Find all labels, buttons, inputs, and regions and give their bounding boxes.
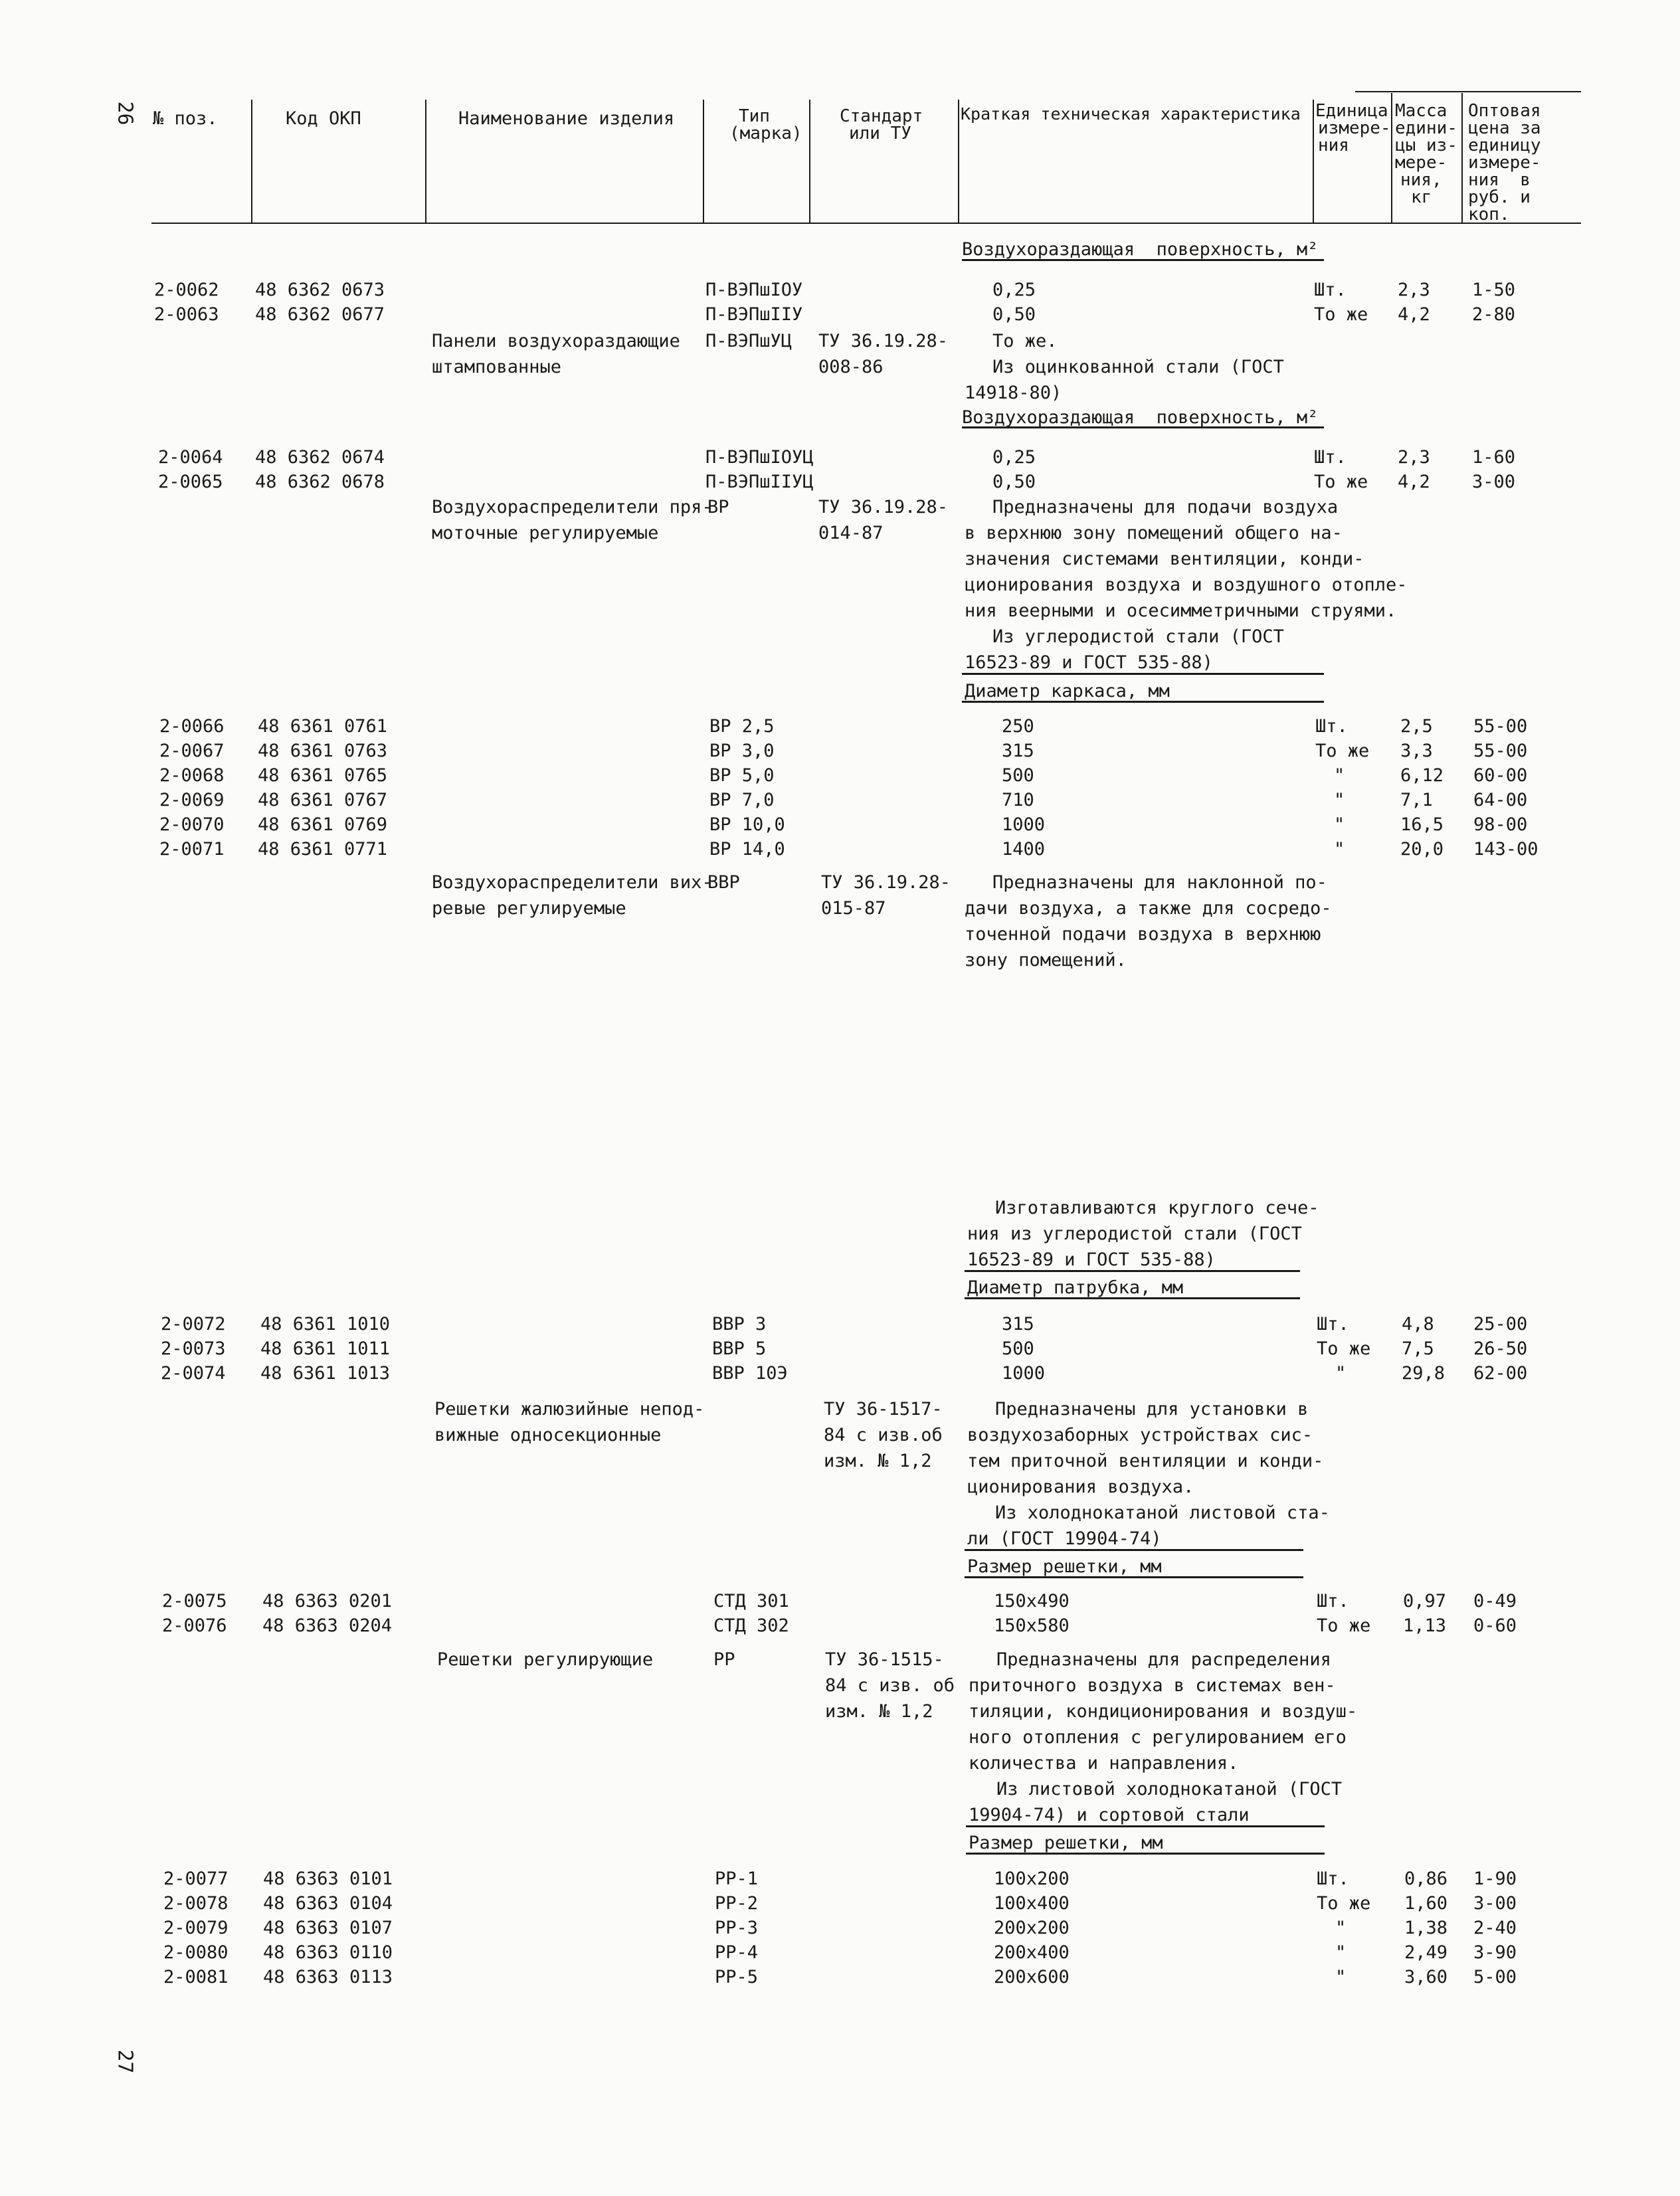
row-2-0079-mass: 1,38 [1404,1918,1448,1938]
row-2-0071-code: 48 6361 0771 [258,839,388,860]
header-type-2: (марка) [729,124,802,143]
section-3-heading-line [962,701,1324,703]
row-2-0071-mass: 20,0 [1400,839,1444,860]
row-2-0077-code: 48 6363 0101 [263,1869,393,1889]
header-price-7: коп. [1468,205,1510,225]
row-2-0064-pos: 2-0064 [158,447,223,468]
row-2-0076-unit: То же [1317,1615,1371,1636]
section-3-char-2: в верхнюю зону помещений общего на- [965,523,1343,543]
row-2-0080-code: 48 6363 0110 [263,1942,393,1963]
row-2-0077-price: 1-90 [1473,1869,1517,1889]
section-4-std-1: ТУ 36.19.28- [821,872,951,893]
row-2-0077-val: 100x200 [994,1869,1070,1889]
row-2-0081-type: РР-5 [715,1967,759,1987]
row-2-0073-unit: То же [1317,1338,1371,1359]
section-4b-char-line [965,1270,1300,1272]
row-2-0069-type: ВР 7,0 [709,790,775,810]
row-2-0081-val: 200x600 [994,1967,1070,1987]
section-5-char-line [965,1549,1303,1551]
header-mass-2: едини- [1395,118,1457,138]
row-2-0064-price: 1-60 [1472,447,1516,468]
row-2-0065-unit: То же [1314,472,1368,492]
header-top-line [1355,91,1581,92]
row-2-0077-pos: 2-0077 [163,1869,229,1889]
row-2-0071-pos: 2-0071 [159,839,225,860]
row-2-0076-type: СТД 302 [713,1615,789,1636]
row-2-0069-code: 48 6361 0767 [258,790,388,810]
row-2-0079-val: 200x200 [994,1918,1070,1938]
row-2-0071-price: 143-00 [1473,839,1539,860]
row-2-0071-unit: " [1334,839,1345,860]
row-2-0074-type: ВВР 10Э [712,1363,788,1384]
row-2-0067-type: ВР 3,0 [709,741,775,761]
header-std-2: или ТУ [849,124,911,143]
row-2-0077-type: РР-1 [715,1869,759,1889]
row-2-0079-type: РР-3 [715,1918,759,1938]
row-2-0062-code: 48 6362 0673 [255,280,385,300]
row-2-0073-pos: 2-0073 [161,1338,226,1359]
header-price-3: единицу [1468,136,1541,155]
row-2-0063-val: 0,50 [992,304,1036,325]
row-2-0076-val: 150x580 [994,1615,1070,1636]
row-2-0064-val: 0,25 [992,447,1036,468]
section-3-name-2: моточные регулируемые [432,523,659,543]
section-4-std-2: 015-87 [821,898,886,919]
row-2-0079-unit: " [1335,1918,1347,1938]
header-price-6: руб. и [1468,187,1531,207]
row-2-0080-mass: 2,49 [1404,1942,1448,1963]
row-2-0067-unit: То же [1315,741,1370,761]
row-2-0078-pos: 2-0078 [163,1893,229,1914]
col-divider-6 [1313,100,1314,223]
header-type-1: Тип [739,106,770,126]
row-2-0072-mass: 4,8 [1402,1314,1434,1334]
section-6-char-3: тиляции, кондиционирования и воздуш- [969,1701,1358,1722]
row-2-0066-pos: 2-0066 [159,716,225,737]
row-2-0073-type: ВВР 5 [712,1338,767,1359]
section-5-char-5: Из холоднокатаной листовой ста- [995,1503,1330,1523]
section-2-heading-line [962,426,1324,428]
row-2-0078-code: 48 6363 0104 [263,1893,393,1914]
row-2-0068-unit: " [1334,765,1345,786]
section-3-char-6: Из углеродистой стали (ГОСТ [992,626,1284,647]
row-2-0067-val: 315 [1002,741,1034,761]
section-6-char-6: Из листовой холоднокатаной (ГОСТ [996,1779,1343,1799]
header-std-1: Стандарт [840,106,923,126]
row-2-0075-val: 150x490 [994,1591,1070,1611]
section-3-char-5: ния веерными и осесимметричными струями. [965,600,1397,621]
section-6-char-2: приточного воздуха в системах вен- [969,1675,1336,1696]
section-4-name-2: ревые регулируемые [432,898,626,919]
header-price-2: цена за [1468,118,1541,138]
header-unit-3: ния [1318,136,1349,155]
row-2-0063-type: П-ВЭПшIIУ [705,304,803,325]
row-2-0070-code: 48 6361 0769 [258,814,388,835]
col-divider-1 [251,100,252,223]
section-5-std-2: 84 с изв.об [824,1425,943,1445]
section-6-char-4: ного отопления с регулированием его [969,1727,1347,1748]
section-2-name-2: штампованные [432,357,562,377]
header-mass-6: кг [1411,187,1432,207]
section-3-char-line [962,673,1324,675]
row-2-0071-type: ВР 14,0 [709,839,785,860]
section-6-char-7: 19904-74) и сортовой стали [969,1805,1250,1825]
section-5-char-2: воздухозаборных устройствах сис- [967,1425,1313,1445]
row-2-0076-pos: 2-0076 [162,1615,227,1636]
row-2-0068-type: ВР 5,0 [709,765,775,786]
section-3-char-3: значения системами вентиляции, конди- [965,549,1364,569]
section-3-std-2: 014-87 [818,523,884,543]
row-2-0078-type: РР-2 [715,1893,759,1914]
header-mass-1: Масса [1395,101,1447,121]
row-2-0066-type: ВР 2,5 [709,716,775,737]
row-2-0075-unit: Шт. [1317,1591,1349,1611]
row-2-0074-unit: " [1335,1363,1347,1384]
row-2-0063-price: 2-80 [1472,304,1516,325]
row-2-0064-type: П-ВЭПшIОУЦ [705,447,814,468]
row-2-0067-price: 55-00 [1473,741,1528,761]
row-2-0072-unit: Шт. [1317,1314,1349,1334]
row-2-0078-val: 100x400 [994,1893,1070,1914]
row-2-0073-price: 26-50 [1473,1338,1528,1359]
row-2-0064-mass: 2,3 [1398,447,1430,468]
row-2-0067-code: 48 6361 0763 [258,741,388,761]
section-6-char-line [966,1825,1325,1827]
row-2-0080-unit: " [1335,1942,1347,1963]
row-2-0062-type: П-ВЭПшIОУ [705,280,803,300]
section-4-name-1: Воздухораспределители вих- [432,872,713,893]
section-4b-char-3: 16523-89 и ГОСТ 535-88) [967,1249,1216,1270]
row-2-0065-price: 3-00 [1472,472,1516,492]
col-divider-3 [703,100,704,223]
row-2-0069-price: 64-00 [1473,790,1528,810]
row-2-0070-pos: 2-0070 [159,814,225,835]
row-2-0071-val: 1400 [1002,839,1046,860]
row-2-0066-unit: Шт. [1315,716,1348,737]
section-5-char-6: ли (ГОСТ 19904-74) [967,1528,1162,1549]
row-2-0067-pos: 2-0067 [159,741,225,761]
row-2-0078-mass: 1,60 [1404,1893,1448,1914]
section-2-type: П-ВЭПшУЦ [705,331,793,351]
row-2-0064-code: 48 6362 0674 [255,447,385,468]
row-2-0062-mass: 2,3 [1398,280,1430,300]
row-2-0080-type: РР-4 [715,1942,759,1963]
row-2-0077-mass: 0,86 [1404,1869,1448,1889]
row-2-0074-val: 1000 [1002,1363,1046,1384]
row-2-0070-val: 1000 [1002,814,1046,835]
row-2-0074-pos: 2-0074 [161,1363,226,1384]
section-6-name: Решетки регулирующие [437,1649,654,1670]
header-char: Краткая техническая характеристика [961,104,1301,124]
section-3-type: ВР [707,497,729,517]
section-4-heading: Диаметр патрубка, мм [967,1277,1184,1298]
col-divider-4 [809,100,810,223]
section-2-char-2: Из оцинкованной стали (ГОСТ [992,357,1284,377]
row-2-0070-unit: " [1334,814,1345,835]
section-6-std-1: ТУ 36-1515- [825,1649,944,1670]
header-code: Код ОКП [286,108,361,129]
row-2-0066-mass: 2,5 [1400,716,1433,737]
row-2-0074-mass: 29,8 [1402,1363,1446,1384]
row-2-0066-code: 48 6361 0761 [258,716,388,737]
header-unit-1: Единица [1315,101,1388,121]
header-name: Наименование изделия [458,108,675,129]
section-6-std-3: изм. № 1,2 [825,1701,933,1722]
row-2-0081-pos: 2-0081 [163,1967,229,1987]
header-mass-3: цы из- [1395,136,1457,155]
section-5-name-2: вижные односекционные [434,1425,662,1445]
row-2-0080-val: 200x400 [994,1942,1070,1963]
row-2-0076-mass: 1,13 [1403,1615,1447,1636]
section-4b-char-2: ния из углеродистой стали (ГОСТ [967,1224,1302,1244]
section-1-heading: Воздухораздающая поверхность, м² [962,239,1319,260]
section-5-name-1: Решетки жалюзийные непод- [434,1399,705,1419]
row-2-0075-price: 0-49 [1473,1591,1517,1611]
row-2-0070-type: ВР 10,0 [709,814,785,835]
section-4-heading-line [965,1297,1300,1299]
row-2-0079-price: 2-40 [1473,1918,1517,1938]
row-2-0067-mass: 3,3 [1400,741,1433,761]
row-2-0068-price: 60-00 [1473,765,1528,786]
row-2-0074-code: 48 6361 1013 [260,1363,391,1384]
row-2-0076-price: 0-60 [1473,1615,1517,1636]
section-6-heading: Размер решетки, мм [969,1833,1163,1853]
section-2-char-1: То же. [992,331,1058,351]
section-6-type: РР [713,1649,735,1670]
section-2-heading: Воздухораздающая поверхность, м² [962,407,1319,428]
row-2-0068-mass: 6,12 [1400,765,1444,786]
section-3-heading: Диаметр каркаса, мм [965,681,1170,701]
row-2-0066-val: 250 [1002,716,1034,737]
row-2-0063-code: 48 6362 0677 [255,304,385,325]
section-4-type: ВВР [707,872,740,893]
row-2-0072-type: ВВР 3 [712,1314,767,1334]
section-2-char-3: 14918-80) [965,383,1062,403]
row-2-0075-type: СТД 301 [713,1591,789,1611]
page-number-top: 26 [113,101,137,126]
header-mass-5: ния, [1400,170,1442,190]
section-1-heading-line [962,259,1324,261]
row-2-0072-code: 48 6361 1010 [260,1314,391,1334]
row-2-0062-price: 1-50 [1472,280,1516,300]
row-2-0075-mass: 0,97 [1403,1591,1447,1611]
row-2-0075-pos: 2-0075 [162,1591,227,1611]
row-2-0062-pos: 2-0062 [154,280,219,300]
row-2-0063-pos: 2-0063 [154,304,219,325]
row-2-0066-price: 55-00 [1473,716,1528,737]
header-mass-4: мере- [1395,153,1447,173]
row-2-0065-type: П-ВЭПшIIУЦ [705,472,814,492]
row-2-0081-code: 48 6363 0113 [263,1967,393,1987]
row-2-0074-price: 62-00 [1473,1363,1528,1384]
row-2-0073-mass: 7,5 [1402,1338,1434,1359]
row-2-0069-pos: 2-0069 [159,790,225,810]
row-2-0081-unit: " [1335,1967,1347,1987]
row-2-0076-code: 48 6363 0204 [262,1615,393,1636]
row-2-0065-mass: 4,2 [1398,472,1430,492]
row-2-0065-code: 48 6362 0678 [255,472,385,492]
row-2-0069-mass: 7,1 [1400,790,1433,810]
row-2-0073-code: 48 6361 1011 [260,1338,391,1359]
row-2-0069-val: 710 [1002,790,1034,810]
row-2-0062-unit: Шт. [1314,280,1347,300]
col-divider-7 [1391,93,1392,223]
section-3-char-7: 16523-89 и ГОСТ 535-88) [965,652,1213,673]
row-2-0080-price: 3-90 [1473,1942,1517,1963]
row-2-0081-mass: 3,60 [1404,1967,1448,1987]
section-4b-char-1: Изготавливаются круглого сече- [995,1198,1319,1218]
section-4-char-4: зону помещений. [965,950,1127,970]
header-price-4: измере- [1468,153,1541,173]
section-5-heading-line [965,1576,1303,1578]
row-2-0065-val: 0,50 [992,472,1036,492]
section-3-std-1: ТУ 36.19.28- [818,497,949,517]
header-price-1: Оптовая [1468,101,1541,121]
section-2-std-2: 008-86 [818,357,884,377]
row-2-0081-price: 5-00 [1473,1967,1517,1987]
row-2-0063-unit: То же [1314,304,1368,325]
row-2-0068-pos: 2-0068 [159,765,225,786]
section-6-char-1: Предназначены для распределения [996,1649,1331,1670]
row-2-0068-code: 48 6361 0765 [258,765,388,786]
row-2-0080-pos: 2-0080 [163,1942,229,1963]
section-5-char-1: Предназначены для установки в [995,1399,1309,1419]
section-4-char-2: дачи воздуха, а также для сосредо- [965,898,1332,919]
header-price-5: ния в [1468,170,1531,190]
section-6-std-2: 84 с изв. об [825,1675,955,1696]
row-2-0070-price: 98-00 [1473,814,1528,835]
section-4-char-3: точенной подачи воздуха в верхнюю [965,924,1321,945]
header-pos: № поз. [153,108,218,129]
row-2-0064-unit: Шт. [1314,447,1347,468]
row-2-0062-val: 0,25 [992,280,1036,300]
row-2-0078-price: 3-00 [1473,1893,1517,1914]
section-5-std-3: изм. № 1,2 [824,1451,932,1471]
section-6-char-5: количества и направления. [969,1753,1239,1774]
col-divider-5 [958,100,959,223]
section-3-char-4: ционирования воздуха и воздушного отопле- [965,575,1408,595]
header-unit-2: измере- [1318,118,1391,138]
col-divider-8 [1461,93,1463,223]
row-2-0078-unit: То же [1317,1893,1371,1914]
row-2-0063-mass: 4,2 [1398,304,1430,325]
header-bottom-line [151,223,1581,224]
row-2-0077-unit: Шт. [1317,1869,1349,1889]
section-6-heading-line [966,1853,1325,1855]
row-2-0068-val: 500 [1002,765,1034,786]
row-2-0079-pos: 2-0079 [163,1918,229,1938]
section-2-std-1: ТУ 36.19.28- [818,331,949,351]
row-2-0079-code: 48 6363 0107 [263,1918,393,1938]
row-2-0072-pos: 2-0072 [161,1314,226,1334]
section-3-name-1: Воздухораспределители пря- [432,497,713,517]
section-5-heading: Размер решетки, мм [967,1556,1162,1577]
row-2-0072-val: 315 [1002,1314,1034,1334]
row-2-0073-val: 500 [1002,1338,1034,1359]
page-number-bottom: 27 [113,2049,137,2074]
row-2-0072-price: 25-00 [1473,1314,1528,1334]
row-2-0075-code: 48 6363 0201 [262,1591,393,1611]
row-2-0069-unit: " [1334,790,1345,810]
row-2-0065-pos: 2-0065 [158,472,223,492]
col-divider-2 [425,100,426,223]
section-3-char-1: Предназначены для подачи воздуха [992,497,1339,517]
section-2-name-1: Панели воздухораздающие [432,331,680,351]
section-5-std-1: ТУ 36-1517- [824,1399,943,1419]
section-4-char-1: Предназначены для наклонной по- [992,872,1327,893]
row-2-0070-mass: 16,5 [1400,814,1444,835]
section-5-char-4: ционирования воздуха. [967,1477,1194,1497]
section-5-char-3: тем приточной вентиляции и конди- [967,1451,1324,1471]
